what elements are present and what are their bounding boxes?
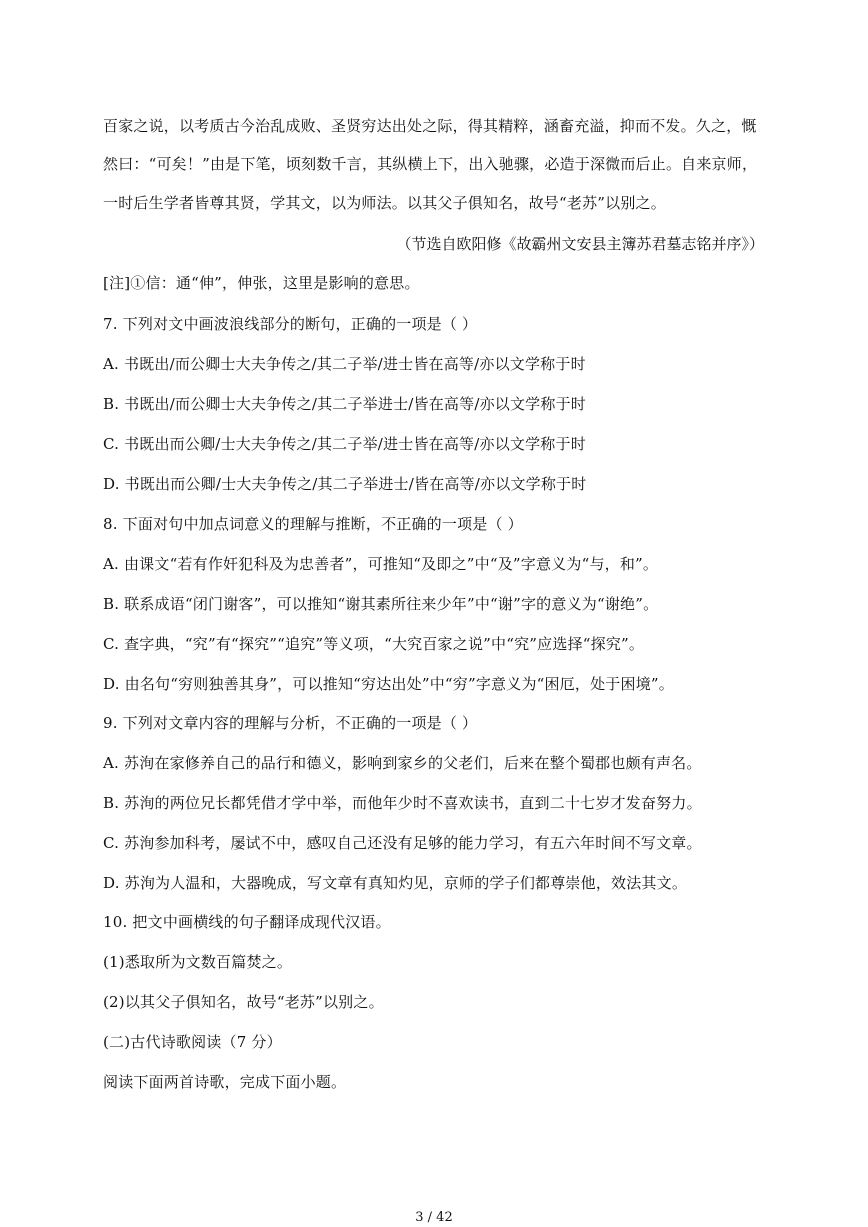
- question-7-option-c: C. 书既出而公卿/士大夫争传之/其二子举/进士皆在高等/亦以文学称于时: [103, 435, 586, 453]
- question-9-option-a: A. 苏洵在家修养自己的品行和德义，影响到家乡的父老们，后来在整个蜀郡也颇有声名。: [103, 754, 702, 772]
- question-10-stem: 10. 把文中画横线的句子翻译成现代汉语。: [103, 913, 391, 931]
- question-7-option-b: B. 书既出/而公卿士大夫争传之/其二子举进士/皆在高等/亦以文学称于时: [103, 395, 586, 413]
- source-citation: （节选自欧阳修《故霸州文安县主簿苏君墓志铭并序》）: [396, 235, 764, 253]
- footnote: [注]①信：通“伸”，伸张，这里是影响的意思。: [103, 274, 420, 292]
- question-7-option-a: A. 书既出/而公卿士大夫争传之/其二子举/进士皆在高等/亦以文学称于时: [103, 355, 586, 373]
- section-heading: (二)古代诗歌阅读（7 分）: [103, 1033, 282, 1051]
- passage-line-3: 一时后生学者皆尊其贤，学其文，以为师法。以其父子俱知名，故号“老苏”以别之。: [103, 194, 666, 212]
- question-10-item-1: (1)悉取所为文数百篇焚之。: [103, 953, 293, 971]
- question-9-stem: 9. 下列对文章内容的理解与分析，不正确的一项是（ ）: [103, 714, 478, 732]
- passage-line-1: 百家之说，以考质古今治乱成败、圣贤穷达出处之际，得其精粹，涵畜充溢，抑而不发。久之，慨: [103, 117, 757, 135]
- question-8-option-d: D. 由名句“穷则独善其身”，可以推知“穷达出处”中“穷”字意义为“困厄，处于困境”。: [103, 675, 674, 693]
- question-9-option-d: D. 苏洵为人温和，大器晚成，写文章有真知灼见，京师的学子们都尊崇他，效法其文。: [103, 874, 688, 892]
- question-8-stem: 8. 下面对句中加点词意义的理解与推断，不正确的一项是（ ）: [103, 515, 523, 533]
- question-8-option-a: A. 由课文“若有作奸犯科及为忠善者”，可推知“及即之”中“及”字意义为“与，和”。: [103, 555, 659, 573]
- question-7-stem: 7. 下列对文中画波浪线部分的断句，正确的一项是（ ）: [103, 315, 478, 333]
- question-10-item-2: (2)以其父子俱知名，故号“老苏”以别之。: [103, 993, 384, 1011]
- page-number: 3 / 42: [415, 1210, 453, 1225]
- question-8-option-b: B. 联系成语“闭门谢客”，可以推知“谢其素所往来少年”中“谢”字的意义为“谢绝”。: [103, 595, 659, 613]
- question-9-option-b: B. 苏洵的两位兄长都凭借才学中举，而他年少时不喜欢读书，直到二十七岁才发奋努力。: [103, 794, 702, 812]
- passage-line-2: 然曰：“可矣！”由是下笔，顷刻数千言，其纵横上下，出入驰骤，必造于深微而后止。自来京师，: [103, 155, 758, 173]
- section-instruction: 阅读下面两首诗歌，完成下面小题。: [103, 1073, 347, 1091]
- question-8-option-c: C. 查字典，“究”有“探究”“追究”等义项，“大究百家之说”中“究”应选择“探究”。: [103, 635, 645, 653]
- question-9-option-c: C. 苏洵参加科考，屡试不中，感叹自己还没有足够的能力学习，有五六年时间不写文章。: [103, 834, 702, 852]
- question-7-option-d: D. 书既出而公卿/士大夫争传之/其二子举进士/皆在高等/亦以文学称于时: [103, 475, 587, 493]
